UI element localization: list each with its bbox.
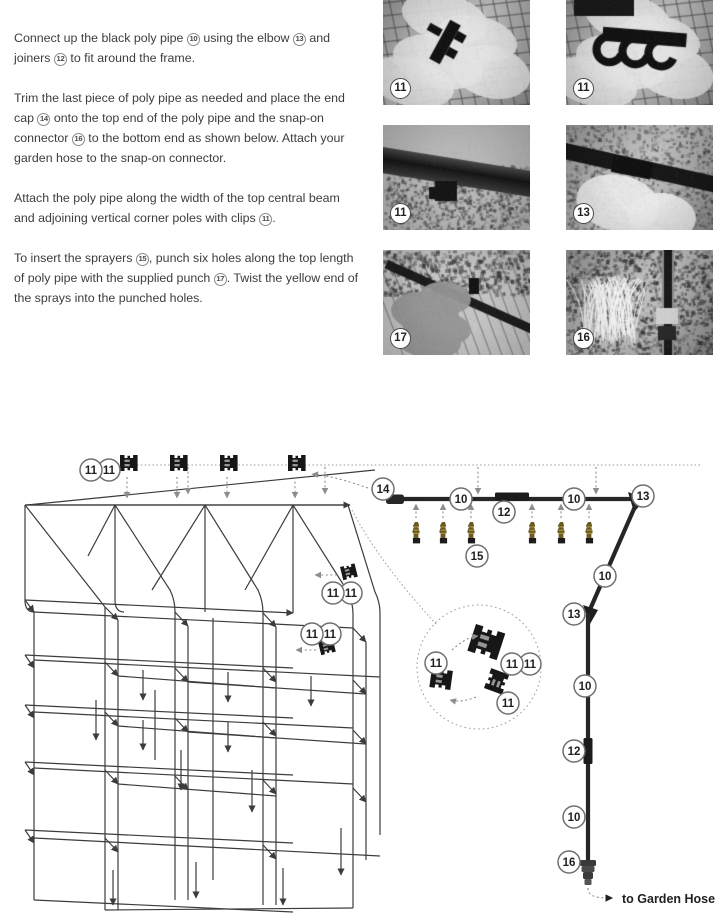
diagram-badge-11 <box>80 459 120 481</box>
diagram-badge-11 <box>322 582 362 604</box>
diagram-badge-12 <box>493 501 515 523</box>
photo-grid <box>383 0 713 355</box>
joiner-12 <box>495 493 529 501</box>
diagram-badge-13 <box>563 603 585 625</box>
svg-text:11: 11 <box>523 659 537 671</box>
photo-elbow-connector-joining-poly-pipe <box>566 125 713 230</box>
greenhouse-frame <box>25 470 380 912</box>
part-reference-12: 12 <box>54 53 67 66</box>
svg-text:14: 14 <box>376 484 390 496</box>
diagram-badge-10 <box>594 565 616 587</box>
svg-text:11: 11 <box>102 465 116 477</box>
diagram-badge-11 <box>497 692 519 714</box>
diagram-badge-10 <box>563 806 585 828</box>
svg-text:11: 11 <box>505 659 519 671</box>
photo-badge-16: 16 <box>573 328 594 349</box>
part-reference-14: 14 <box>37 113 50 126</box>
svg-text:11: 11 <box>344 588 358 600</box>
svg-text:10: 10 <box>454 494 468 506</box>
part-reference-10: 10 <box>187 33 200 46</box>
snap-on-connector-16 <box>580 860 596 885</box>
instructions-panel <box>14 28 359 308</box>
diagram-badge-10 <box>574 675 596 697</box>
svg-text:12: 12 <box>567 746 581 758</box>
part-reference-16: 16 <box>72 133 85 146</box>
svg-text:10: 10 <box>567 494 581 506</box>
diagram-badge-13 <box>632 485 654 507</box>
svg-text:11: 11 <box>429 658 443 670</box>
garden-hose-label: to Garden Hose <box>622 892 716 906</box>
part-reference-13: 13 <box>293 33 306 46</box>
photo-badge-11: 11 <box>390 203 411 224</box>
assembly-diagram <box>0 440 728 913</box>
diagram-badge-12 <box>563 740 585 762</box>
svg-text:10: 10 <box>567 812 581 824</box>
photo-clips-attached-to-frame-pole <box>566 0 713 105</box>
svg-text:11: 11 <box>84 465 98 477</box>
svg-text:11: 11 <box>305 629 319 641</box>
part-reference-15: 15 <box>136 253 149 266</box>
instruction-paragraph: Connect up the black poly pipe 10 using the elbow 13 and joiners 12 to fit around the frame. <box>14 31 331 65</box>
photo-snap-on-connector-at-pipe-bottom-end <box>566 250 713 355</box>
photo-badge-11: 11 <box>573 78 594 99</box>
photo-poly-pipe-held-by-clip-on-beam <box>383 125 530 230</box>
svg-text:11: 11 <box>323 629 337 641</box>
svg-text:11: 11 <box>501 698 515 710</box>
instruction-paragraph: Attach the poly pipe along the width of the top central beam and adjoining vertical corner poles with clips 11 . <box>14 191 340 225</box>
svg-text:11: 11 <box>326 588 340 600</box>
top-clip-row <box>120 455 700 498</box>
diagram-badge-14 <box>372 478 394 500</box>
svg-text:13: 13 <box>636 491 650 503</box>
photo-badge-11: 11 <box>390 78 411 99</box>
part-reference-17: 17 <box>214 273 227 286</box>
diagram-badge-16 <box>558 851 580 873</box>
part-reference-11: 11 <box>259 213 272 226</box>
diagram-badge-15 <box>466 545 488 567</box>
instruction-paragraph: To insert the sprayers 15 , punch six holes along the top length of poly pipe with the supplied punch 17 . Twist the yellow end of the sprays into the punched holes. <box>14 251 359 305</box>
photo-badge-17: 17 <box>390 328 411 349</box>
svg-text:15: 15 <box>470 551 484 563</box>
svg-text:10: 10 <box>598 571 612 583</box>
svg-text:10: 10 <box>578 681 592 693</box>
svg-text:13: 13 <box>567 609 581 621</box>
svg-text:16: 16 <box>562 857 576 869</box>
diagram-badge-11 <box>425 652 447 674</box>
photo-hand-punching-hole-in-poly-pipe <box>383 250 530 355</box>
diagram-badge-10 <box>563 488 585 510</box>
photo-hands-snapping-two-clips-together <box>383 0 530 105</box>
diagram-badge-10 <box>450 488 472 510</box>
diagram-badge-11 <box>501 653 541 675</box>
svg-text:12: 12 <box>497 507 511 519</box>
instruction-paragraph: Trim the last piece of poly pipe as needed and place the end cap 14 onto the top end of the poly pipe and the snap-on connector 16 to the bottom end as shown below. Attach your garden hose to the snap-on connector. <box>14 91 345 165</box>
photo-badge-13: 13 <box>573 203 594 224</box>
